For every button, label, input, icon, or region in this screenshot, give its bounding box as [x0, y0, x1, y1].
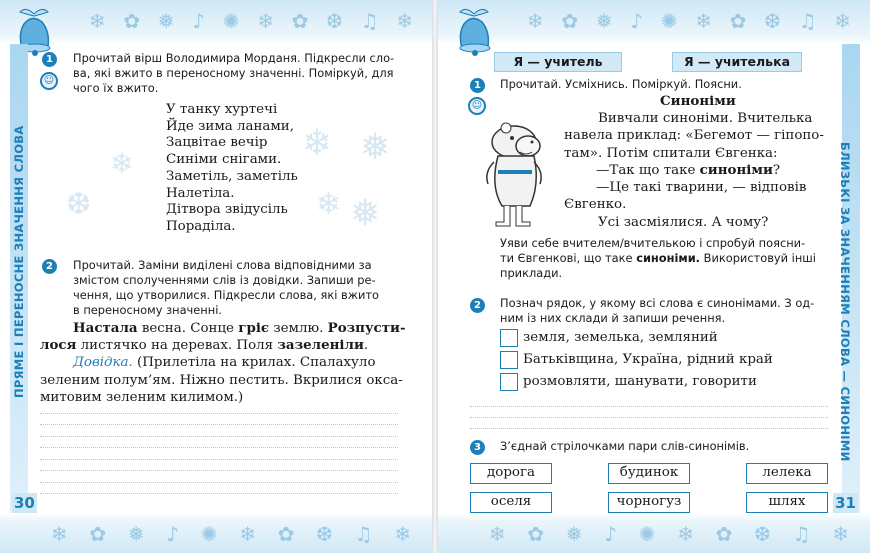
hippo-icon — [476, 112, 546, 232]
task2-instruction: Познач рядок, у якому всі слова є синонімами. З од- ним із них склади й запиши речення. — [500, 296, 815, 325]
story-title: Синоніми — [660, 93, 736, 109]
poem-line: У танку хуртечі — [166, 102, 278, 117]
poem-line: Синіми снігами. — [166, 152, 282, 168]
word-card[interactable]: дорога — [470, 463, 552, 484]
top-decoration-band: ❄ ✿ ❅ ♪ ✺ ❄ ✿ ❆ ♫ ❄ — [0, 0, 432, 44]
word-card[interactable]: оселя — [470, 492, 552, 513]
option-label: Батьківщина, Україна, рідний край — [523, 352, 773, 367]
option-checkbox[interactable] — [500, 329, 518, 347]
side-section-label: БЛИЗЬКІ ЗА ЗНАЧЕННЯМ СЛОВА — СИНОНІМИ — [838, 142, 852, 462]
task-number: 2 — [470, 298, 485, 313]
poem-line: Налетіла. — [166, 185, 235, 201]
hint-label: Довідка. — [73, 355, 133, 371]
bottom-decoration-band: ❄ ✿ ❅ ♪ ✺ ❄ ✿ ❆ ♫ ❄ — [438, 513, 870, 553]
option-label: розмовляти, шанувати, говорити — [523, 374, 757, 389]
option-checkbox[interactable] — [500, 373, 518, 391]
role-label-teacher-f: Я — учителька — [672, 52, 802, 72]
snowflake-icon: ❅ — [350, 193, 381, 234]
poem-line: Дітвора звідусіль — [166, 202, 288, 218]
poem-line: Заметіль, заметіль — [166, 168, 298, 184]
bottom-decoration-band: ❄ ✿ ❅ ♪ ✺ ❄ ✿ ❆ ♫ ❄ — [0, 513, 432, 553]
snowflake-icon: ❄ — [316, 187, 342, 222]
task1-instruction: Прочитай вірш Володимира Морданя. Підкресли сло- ва, які вжито в переносному значенні. Поміркуй, для чого їх вжито. — [73, 51, 395, 95]
pair-work-icon: ☺ — [468, 97, 486, 115]
task-number: 3 — [470, 440, 485, 455]
poem-line: Пораділа. — [166, 218, 236, 234]
story-text: Вивчали синоніми. Вчителька навела приклад: «Бегемот — гіпопо- там». Потім спитали Євгенка: —Так що таке синоніми? —Це такі тварини, — відповів Євгенко. Усі засміялися. А чому? — [564, 111, 824, 230]
snowflake-icon: ❄ — [302, 123, 333, 164]
task1-instruction: Прочитай. Усміхнись. Поміркуй. Поясни. — [500, 77, 742, 91]
poem-line: Йде зима ланами, — [166, 118, 294, 134]
snowflake-icon: ❄ — [110, 147, 134, 180]
left-page — [0, 0, 432, 553]
page-number: 31 — [835, 494, 856, 512]
role-label-teacher-m: Я — учитель — [494, 52, 622, 72]
option-label: земля, земелька, земляний — [523, 330, 718, 345]
top-decoration-band: ❄ ✿ ❅ ♪ ✺ ❄ ✿ ❆ ♫ ❄ — [438, 0, 870, 44]
page-number: 30 — [14, 494, 35, 512]
side-section-label: ПРЯМЕ І ПЕРЕНОСНЕ ЗНАЧЕННЯ СЛОВА — [12, 125, 26, 398]
snowflake-icon: ❆ — [66, 187, 92, 222]
option-checkbox[interactable] — [500, 351, 518, 369]
task-number: 1 — [42, 52, 57, 67]
task-number: 2 — [42, 259, 57, 274]
task-number: 1 — [470, 78, 485, 93]
pair-work-icon: ☺ — [40, 72, 58, 90]
bell-icon — [444, 4, 500, 60]
task1-followup: Уяви себе вчителем/вчителькою і спробуй поясни- ти Євгенкові, що таке синоніми. Використовуй інші приклади. — [500, 236, 816, 280]
writing-lines[interactable] — [40, 402, 398, 494]
word-card[interactable]: чорногуз — [608, 492, 690, 513]
writing-lines[interactable] — [470, 396, 828, 429]
task2-text: Настала весна. Сонце гріє землю. Розпусти- лося листячко на деревах. Поля зазеленіли. Довідка. (Прилетіла на крилах. Спалахуло зеленим полум’ям. Ніжно пестить. Вкрилися окса- митовим зеленим килимом.) — [40, 320, 406, 405]
word-card[interactable]: лелека — [746, 463, 828, 484]
poem — [166, 102, 298, 236]
task3-instruction: З’єднай стрілочками пари слів-синонімів. — [500, 439, 750, 453]
task2-instruction: Прочитай. Заміни виділені слова відповідними за змістом сполученнями слів із довідки. Запиши ре- чення, що утворилися. Підкресли слова, які вжито в переносному значенні. — [73, 258, 380, 317]
word-card[interactable]: шлях — [746, 492, 828, 513]
word-card[interactable]: будинок — [608, 463, 690, 484]
poem-line: Зацвітае вечір — [166, 135, 268, 151]
snowflake-icon: ❅ — [360, 127, 391, 168]
